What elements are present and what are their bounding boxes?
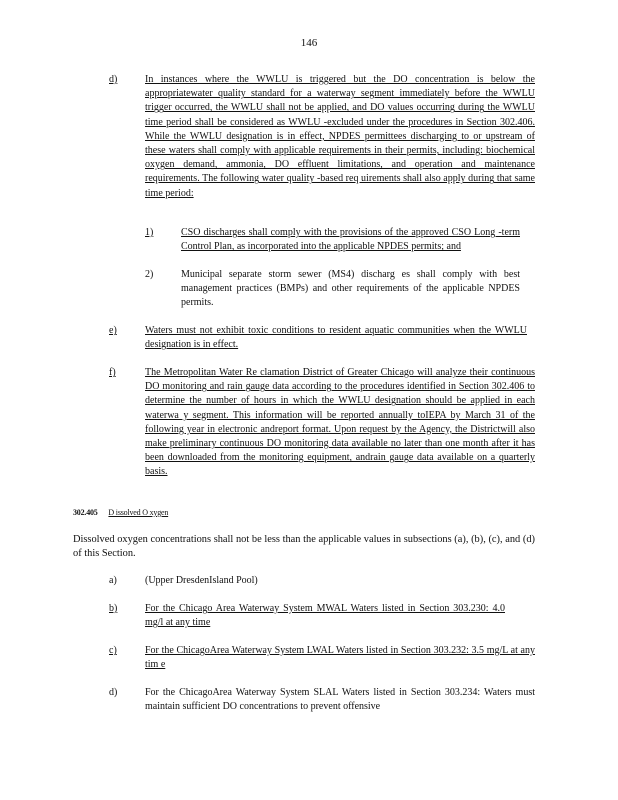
section-number: 302.405 <box>73 508 98 517</box>
section-item-a-text: (Upper DresdenIsland Pool) <box>145 575 258 586</box>
section-item-d-text: For the ChicagoArea Waterway System SLAL Waters listed in Section 303.234: Waters must maintain sufficient DO concentrations to prevent offensive <box>145 687 535 713</box>
subitem-1-text: CSO discharges shall comply with the provisions of the approved CSO Long -term Control Plan, as incorporated into the applicable NPDES permits; and <box>181 227 520 253</box>
section-item-c-text: For the ChicagoArea Waterway System LWAL Waters listed in Section 303.232: 3.5 mg/L at any tim e <box>145 645 535 671</box>
section-heading <box>73 506 168 520</box>
section-title: D issolved O xygen <box>108 508 169 517</box>
section-item-d-label: d) <box>109 687 118 698</box>
item-d-label: d) <box>109 74 118 85</box>
section-item-c-label: c) <box>109 645 117 656</box>
subitem-2-label: 2) <box>145 269 154 280</box>
item-e-text: Waters must not exhibit toxic conditions to resident aquatic communities when the WWLU designation is in effect. <box>145 325 527 351</box>
item-e-label: e) <box>109 325 117 336</box>
subitem-1-label: 1) <box>145 227 154 238</box>
item-f-label: f) <box>109 367 116 378</box>
section-item-b-text: For the Chicago Area Waterway System MWAL Waters listed in Section 303.230: 4.0 mg/l at any time <box>145 603 505 629</box>
page-number: 146 <box>300 37 318 49</box>
section-intro: Dissolved oxygen concentrations shall not be less than the applicable values in subsections (a), (b), (c), and (d) of this Section. <box>73 534 535 560</box>
subitem-2-text: Municipal separate storm sewer (MS4) discharg es shall comply with best management practices (BMPs) and other requirements of the applicable NPDES permits. <box>181 269 520 309</box>
item-d-text: In instances where the WWLU is triggered but the DO concentration is below the appropriatewater quality standard for a waterway segment immediately before the WWLU trigger occurred, the WWLU shall not be applied, and DO values occurring during the WWLU time period shall be considered as WWLU -excluded under the procedures in Section 302.406. While the WWLU designation is in effect, NPDES permittees discharging to or upstream of these waters shall comply with applicable requirements in their permits, including: biochemical oxygen demand, ammonia, DO effluent limitations, and operation and maintenance requirements. The following water quality -based req uirements shall also apply during that same time period: <box>145 74 535 199</box>
section-item-b-label: b) <box>109 603 118 614</box>
item-f-text: The Metropolitan Water Re clamation District of Greater Chicago will analyze their continuous DO monitoring and rain gauge data according to the procedures identified in Section 302.406 to determine the number of hours in which the WWLU designation should be applied in each waterwa y segment. This information will be reported annually toIEPA by March 31 of the following year in electronic andreport format. Upon request by the Agency, the Districtwill also make preliminary continuous DO monitoring data available no later than one month after it has been downloaded from the monitoring equipment, andrain gauge data available on a quarterly basis. <box>145 367 535 478</box>
section-item-a-label: a) <box>109 575 117 586</box>
